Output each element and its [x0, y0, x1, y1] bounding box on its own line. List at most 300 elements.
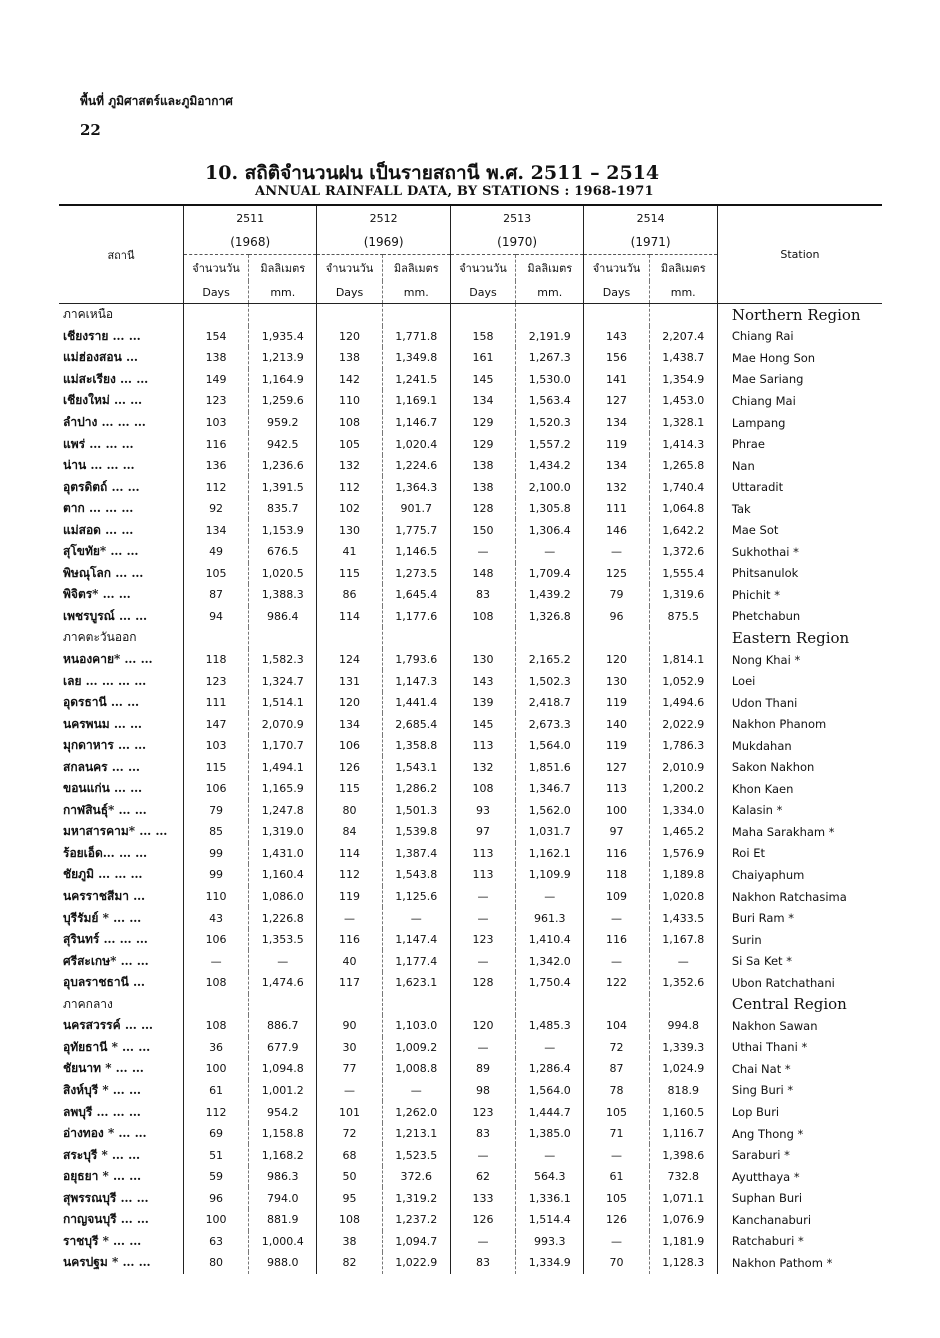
cell-mm-1968: 1,259.6 — [249, 390, 317, 412]
cell-days-1969: 90 — [317, 1015, 382, 1037]
cell-mm-1968: 677.9 — [249, 1037, 317, 1059]
table-row — [59, 950, 882, 972]
cell-mm-1968: 988.0 — [249, 1252, 317, 1274]
station-name-thai: สกลนคร … … — [63, 759, 140, 774]
table-row — [59, 886, 882, 908]
cell-days-1970: 120 — [450, 1015, 515, 1037]
cell-days-1971: 126 — [584, 1209, 649, 1231]
cell-days-1971: 140 — [584, 713, 649, 735]
cell-days-1969: 119 — [317, 886, 382, 908]
station-name-english: Saraburi * — [717, 1144, 882, 1166]
station-name-thai: นครปฐม * … … — [63, 1255, 151, 1270]
cell-mm-1969: 1,645.4 — [382, 584, 450, 606]
cell-days-1968: 111 — [183, 692, 248, 714]
cell-days-1969: 82 — [317, 1252, 382, 1274]
table-row — [59, 713, 882, 735]
station-name-english: Mukdahan — [717, 735, 882, 757]
table-title-thai: 10. สถิติจำนวนฝน เป็นรายสถานี พ.ศ. 2511 – 2514 — [205, 162, 660, 184]
cell-days-1968: 134 — [183, 519, 248, 541]
cell-mm-1969: 1,009.2 — [382, 1037, 450, 1059]
cell-days-1971: 111 — [584, 498, 649, 520]
cell-days-1970: 143 — [450, 670, 515, 692]
cell-mm-1970: 1,502.3 — [516, 670, 584, 692]
cell-days-1971 — [584, 304, 649, 326]
page-number: 22 — [80, 121, 101, 139]
cell-mm-1971: 2,010.9 — [649, 756, 717, 778]
cell-mm-1971: 875.5 — [649, 606, 717, 628]
cell-days-1968: 112 — [183, 1101, 248, 1123]
station-name-english: Suphan Buri — [717, 1187, 882, 1209]
cell-mm-1969: 1,793.6 — [382, 649, 450, 671]
station-name-thai: สุพรรณบุรี … … — [63, 1190, 149, 1205]
cell-days-1970: 161 — [450, 347, 515, 369]
table-row — [59, 1166, 882, 1188]
cell-days-1970: 83 — [450, 584, 515, 606]
cell-mm-1969: — — [382, 1080, 450, 1102]
cell-mm-1968: 1,000.4 — [249, 1231, 317, 1253]
table-row — [59, 347, 882, 369]
cell-days-1969: 142 — [317, 369, 382, 391]
days-thai-header: จำนวนวัน — [317, 255, 382, 282]
cell-mm-1969: 1,020.4 — [382, 433, 450, 455]
station-name-thai: แพร่ … … … — [63, 436, 134, 451]
cell-mm-1970: 1,564.0 — [516, 1080, 584, 1102]
cell-mm-1969: 1,286.2 — [382, 778, 450, 800]
table-row — [59, 369, 882, 391]
cell-mm-1968: 1,213.9 — [249, 347, 317, 369]
cell-days-1969: — — [317, 907, 382, 929]
cell-mm-1971: 1,372.6 — [649, 541, 717, 563]
cell-mm-1968: 835.7 — [249, 498, 317, 520]
cell-mm-1971: 1,189.8 — [649, 864, 717, 886]
table-row — [59, 1037, 882, 1059]
cell-days-1969: 41 — [317, 541, 382, 563]
cell-mm-1970: 1,750.4 — [516, 972, 584, 994]
cell-days-1969: 116 — [317, 929, 382, 951]
cell-days-1968: 108 — [183, 1015, 248, 1037]
cell-mm-1968: — — [249, 950, 317, 972]
cell-mm-1968: 1,165.9 — [249, 778, 317, 800]
cell-days-1969: 134 — [317, 713, 382, 735]
cell-days-1968: 123 — [183, 390, 248, 412]
cell-days-1970: 126 — [450, 1209, 515, 1231]
cell-days-1968: 36 — [183, 1037, 248, 1059]
cell-days-1969: 72 — [317, 1123, 382, 1145]
station-name-english: Chiang Rai — [717, 326, 882, 348]
year-be-2: 2512 — [317, 205, 450, 230]
year-be-4: 2514 — [584, 205, 717, 230]
cell-mm-1971: 1,740.4 — [649, 476, 717, 498]
cell-days-1970: 62 — [450, 1166, 515, 1188]
cell-days-1971: 61 — [584, 1166, 649, 1188]
table-row — [59, 563, 882, 585]
station-name-english: Udon Thani — [717, 692, 882, 714]
table-body — [59, 304, 882, 1274]
cell-days-1970: 123 — [450, 929, 515, 951]
station-name-thai: พิจิตร* … … — [63, 587, 131, 602]
station-name-thai: สิงห์บุรี * … … — [63, 1082, 141, 1097]
cell-mm-1971: 1,465.2 — [649, 821, 717, 843]
cell-mm-1968: 1,582.3 — [249, 649, 317, 671]
station-name-thai: บุรีรัมย์ * … … — [63, 910, 142, 925]
station-name-thai: ร้อยเอ็ด… … … — [63, 845, 148, 860]
table-row — [59, 843, 882, 865]
cell-days-1968: 85 — [183, 821, 248, 843]
station-name-thai: มุกดาหาร … … — [63, 738, 147, 753]
cell-mm-1968: 1,164.9 — [249, 369, 317, 391]
cell-days-1968: 43 — [183, 907, 248, 929]
cell-mm-1969: 1,364.3 — [382, 476, 450, 498]
station-name-thai: หนองคาย* … … — [63, 652, 153, 667]
cell-mm-1969: 1,224.6 — [382, 455, 450, 477]
cell-mm-1971: 1,576.9 — [649, 843, 717, 865]
station-english-header: Station — [717, 205, 882, 304]
station-name-english: Mae Sariang — [717, 369, 882, 391]
year-ce-1: (1968) — [183, 230, 316, 255]
cell-days-1970: 128 — [450, 972, 515, 994]
cell-days-1969: 112 — [317, 476, 382, 498]
cell-mm-1971: 1,494.6 — [649, 692, 717, 714]
cell-mm-1971: 1,064.8 — [649, 498, 717, 520]
cell-mm-1970: 961.3 — [516, 907, 584, 929]
cell-days-1969: 108 — [317, 412, 382, 434]
cell-mm-1970: 1,520.3 — [516, 412, 584, 434]
cell-mm-1969: 1,147.3 — [382, 670, 450, 692]
cell-mm-1969: 2,685.4 — [382, 713, 450, 735]
cell-days-1970 — [450, 304, 515, 326]
cell-days-1971: 143 — [584, 326, 649, 348]
table-row — [59, 541, 882, 563]
mm-thai-header: มิลลิเมตร — [382, 255, 450, 282]
cell-days-1970: 130 — [450, 649, 515, 671]
cell-days-1971: 132 — [584, 476, 649, 498]
cell-mm-1969: 1,771.8 — [382, 326, 450, 348]
cell-mm-1968: 954.2 — [249, 1101, 317, 1123]
cell-days-1970: 93 — [450, 800, 515, 822]
table-row — [59, 692, 882, 714]
cell-days-1969: 132 — [317, 455, 382, 477]
cell-mm-1969: 1,177.6 — [382, 606, 450, 628]
cell-days-1968: 92 — [183, 498, 248, 520]
station-name-thai: กาญจนบุรี … … — [63, 1212, 149, 1227]
station-name-english: Khon Kaen — [717, 778, 882, 800]
station-name-thai: อุบลราชธานี … — [63, 975, 145, 990]
cell-mm-1969: 1,623.1 — [382, 972, 450, 994]
cell-days-1971: 79 — [584, 584, 649, 606]
table-row — [59, 1187, 882, 1209]
cell-mm-1969: 1,441.4 — [382, 692, 450, 714]
station-name-english: Ayutthaya * — [717, 1166, 882, 1188]
cell-mm-1968: 886.7 — [249, 1015, 317, 1037]
cell-days-1969 — [317, 304, 382, 326]
days-english-header: Days — [317, 281, 382, 304]
cell-days-1971: 105 — [584, 1187, 649, 1209]
cell-mm-1970: 1,485.3 — [516, 1015, 584, 1037]
cell-days-1969: 114 — [317, 843, 382, 865]
cell-days-1971: 125 — [584, 563, 649, 585]
cell-days-1968: 106 — [183, 778, 248, 800]
cell-days-1971: 146 — [584, 519, 649, 541]
station-name-english: Tak — [717, 498, 882, 520]
region-name-thai: ภาคเหนือ — [59, 304, 183, 326]
cell-days-1971: 122 — [584, 972, 649, 994]
cell-days-1970: — — [450, 541, 515, 563]
station-name-thai: พิษณุโลก … … — [63, 565, 144, 580]
cell-mm-1970: 1,342.0 — [516, 950, 584, 972]
cell-mm-1970: 1,562.0 — [516, 800, 584, 822]
cell-days-1970: 138 — [450, 476, 515, 498]
cell-days-1970 — [450, 627, 515, 649]
cell-mm-1969: 1,147.4 — [382, 929, 450, 951]
cell-days-1970: — — [450, 1231, 515, 1253]
station-name-english: Nong Khai * — [717, 649, 882, 671]
station-name-english: Uttaradit — [717, 476, 882, 498]
cell-mm-1970: 2,191.9 — [516, 326, 584, 348]
cell-days-1968: 94 — [183, 606, 248, 628]
cell-days-1970: 158 — [450, 326, 515, 348]
cell-mm-1968: 1,391.5 — [249, 476, 317, 498]
cell-days-1970: 129 — [450, 433, 515, 455]
cell-mm-1970: 1,267.3 — [516, 347, 584, 369]
cell-days-1971: 118 — [584, 864, 649, 886]
cell-mm-1968: 1,170.7 — [249, 735, 317, 757]
cell-mm-1968: 1,168.2 — [249, 1144, 317, 1166]
station-name-thai: เลย … … … … — [63, 673, 147, 688]
station-name-english: Nakhon Pathom * — [717, 1252, 882, 1274]
mm-english-header: mm. — [382, 281, 450, 304]
cell-days-1970: 89 — [450, 1058, 515, 1080]
cell-days-1970: 108 — [450, 606, 515, 628]
cell-days-1969: 95 — [317, 1187, 382, 1209]
cell-mm-1968: 1,514.1 — [249, 692, 317, 714]
cell-mm-1971: 818.9 — [649, 1080, 717, 1102]
station-name-english: Uthai Thani * — [717, 1037, 882, 1059]
cell-mm-1970: 1,557.2 — [516, 433, 584, 455]
cell-days-1969: 30 — [317, 1037, 382, 1059]
cell-days-1968: 138 — [183, 347, 248, 369]
cell-mm-1971: 1,200.2 — [649, 778, 717, 800]
cell-mm-1970: 2,418.7 — [516, 692, 584, 714]
cell-mm-1969: 901.7 — [382, 498, 450, 520]
days-english-header: Days — [584, 281, 649, 304]
cell-mm-1971: 1,398.6 — [649, 1144, 717, 1166]
cell-days-1970: 83 — [450, 1252, 515, 1274]
mm-thai-header: มิลลิเมตร — [649, 255, 717, 282]
cell-mm-1968: 959.2 — [249, 412, 317, 434]
table-row — [59, 1123, 882, 1145]
cell-mm-1968: 1,001.2 — [249, 1080, 317, 1102]
station-name-thai: แม่สะเรียง … … — [63, 371, 149, 386]
table-row — [59, 1252, 882, 1274]
cell-days-1970: — — [450, 886, 515, 908]
cell-mm-1971: 1,020.8 — [649, 886, 717, 908]
cell-mm-1969: 1,523.5 — [382, 1144, 450, 1166]
station-name-thai: ชัยภูมิ … … … — [63, 867, 143, 882]
station-name-thai: นครราชสีมา … — [63, 889, 146, 904]
station-name-english: Kalasin * — [717, 800, 882, 822]
cell-days-1971: 134 — [584, 455, 649, 477]
cell-days-1969 — [317, 627, 382, 649]
cell-mm-1968: 2,070.9 — [249, 713, 317, 735]
station-name-thai: นครพนม … … — [63, 716, 143, 731]
cell-mm-1971: 1,076.9 — [649, 1209, 717, 1231]
station-name-english: Phitsanulok — [717, 563, 882, 585]
days-thai-header: จำนวนวัน — [183, 255, 248, 282]
table-row — [59, 584, 882, 606]
cell-mm-1971 — [649, 627, 717, 649]
station-name-thai: อ่างทอง * … … — [63, 1126, 147, 1141]
station-name-thai: เชียงใหม่ … … — [63, 393, 143, 408]
cell-mm-1971: 1,339.3 — [649, 1037, 717, 1059]
table-row — [59, 455, 882, 477]
cell-days-1968: 87 — [183, 584, 248, 606]
cell-days-1969: 50 — [317, 1166, 382, 1188]
cell-days-1969: 138 — [317, 347, 382, 369]
cell-mm-1968 — [249, 627, 317, 649]
cell-days-1968: 115 — [183, 756, 248, 778]
cell-days-1970: 145 — [450, 369, 515, 391]
cell-mm-1970: 2,100.0 — [516, 476, 584, 498]
cell-mm-1968: 1,236.6 — [249, 455, 317, 477]
cell-mm-1971: 1,071.1 — [649, 1187, 717, 1209]
station-name-english: Si Sa Ket * — [717, 950, 882, 972]
cell-mm-1970: 1,563.4 — [516, 390, 584, 412]
station-name-english: Surin — [717, 929, 882, 951]
cell-mm-1970: — — [516, 541, 584, 563]
cell-days-1971: 72 — [584, 1037, 649, 1059]
days-english-header: Days — [183, 281, 248, 304]
cell-mm-1968: 1,086.0 — [249, 886, 317, 908]
cell-days-1970: 113 — [450, 735, 515, 757]
cell-days-1970: 129 — [450, 412, 515, 434]
cell-mm-1968: 1,474.6 — [249, 972, 317, 994]
cell-mm-1968: 986.3 — [249, 1166, 317, 1188]
cell-mm-1968: 1,353.5 — [249, 929, 317, 951]
year-be-3: 2513 — [450, 205, 583, 230]
cell-days-1971: 127 — [584, 756, 649, 778]
cell-mm-1968: 1,494.1 — [249, 756, 317, 778]
cell-mm-1970: 2,165.2 — [516, 649, 584, 671]
cell-days-1969: 77 — [317, 1058, 382, 1080]
station-name-english: Lampang — [717, 412, 882, 434]
cell-days-1969: 86 — [317, 584, 382, 606]
cell-mm-1970: 1,564.0 — [516, 735, 584, 757]
cell-mm-1970: — — [516, 886, 584, 908]
mm-english-header: mm. — [249, 281, 317, 304]
cell-mm-1970: 993.3 — [516, 1231, 584, 1253]
cell-days-1969: — — [317, 1080, 382, 1102]
station-name-thai: สุรินทร์ … … … — [63, 932, 148, 947]
cell-mm-1969: — — [382, 907, 450, 929]
station-name-thai: ศรีสะเกษ* … … — [63, 953, 149, 968]
cell-mm-1970: 1,346.7 — [516, 778, 584, 800]
cell-days-1968: 79 — [183, 800, 248, 822]
cell-mm-1971: 1,786.3 — [649, 735, 717, 757]
cell-days-1968: 116 — [183, 433, 248, 455]
cell-mm-1971: 1,352.6 — [649, 972, 717, 994]
cell-mm-1970: 564.3 — [516, 1166, 584, 1188]
mm-thai-header: มิลลิเมตร — [249, 255, 317, 282]
year-ce-4: (1971) — [584, 230, 717, 255]
cell-mm-1970: 1,031.7 — [516, 821, 584, 843]
table-title-english: ANNUAL RAINFALL DATA, BY STATIONS : 1968-1971 — [255, 184, 654, 199]
cell-days-1969: 115 — [317, 778, 382, 800]
region-row — [59, 304, 882, 326]
station-name-thai: อุดรธานี … … — [63, 695, 140, 710]
cell-days-1971: 141 — [584, 369, 649, 391]
cell-days-1968: 123 — [183, 670, 248, 692]
cell-days-1970: 108 — [450, 778, 515, 800]
cell-days-1971: 96 — [584, 606, 649, 628]
table-row — [59, 735, 882, 757]
cell-mm-1970: 1,530.0 — [516, 369, 584, 391]
cell-mm-1970: 1,709.4 — [516, 563, 584, 585]
cell-days-1970: — — [450, 1037, 515, 1059]
station-name-english: Kanchanaburi — [717, 1209, 882, 1231]
station-name-english: Loei — [717, 670, 882, 692]
station-name-english: Phetchabun — [717, 606, 882, 628]
table-row — [59, 476, 882, 498]
cell-mm-1970: 1,109.9 — [516, 864, 584, 886]
cell-days-1968: 59 — [183, 1166, 248, 1188]
cell-mm-1970: — — [516, 1037, 584, 1059]
table-row — [59, 498, 882, 520]
station-name-thai: ลำปาง … … … — [63, 415, 146, 429]
region-name-english: Central Region — [717, 994, 882, 1016]
days-thai-header: จำนวนวัน — [450, 255, 515, 282]
cell-days-1970: — — [450, 907, 515, 929]
cell-days-1971: 87 — [584, 1058, 649, 1080]
cell-days-1969: 130 — [317, 519, 382, 541]
cell-days-1971: 119 — [584, 433, 649, 455]
cell-days-1968: 103 — [183, 412, 248, 434]
cell-mm-1971: 994.8 — [649, 1015, 717, 1037]
cell-days-1969: 124 — [317, 649, 382, 671]
cell-mm-1970: 1,305.8 — [516, 498, 584, 520]
cell-days-1971: 105 — [584, 1101, 649, 1123]
cell-days-1970: 145 — [450, 713, 515, 735]
cell-mm-1970: 1,851.6 — [516, 756, 584, 778]
cell-mm-1971: 1,024.9 — [649, 1058, 717, 1080]
station-name-english: Nakhon Sawan — [717, 1015, 882, 1037]
cell-days-1968 — [183, 994, 248, 1016]
cell-mm-1969: 1,241.5 — [382, 369, 450, 391]
cell-days-1970: 128 — [450, 498, 515, 520]
cell-mm-1971: 1,160.5 — [649, 1101, 717, 1123]
cell-mm-1969: 1,103.0 — [382, 1015, 450, 1037]
cell-mm-1969: 1,539.8 — [382, 821, 450, 843]
station-name-english: Nakhon Ratchasima — [717, 886, 882, 908]
region-name-thai: ภาคกลาง — [63, 996, 113, 1011]
cell-mm-1969: 1,177.4 — [382, 950, 450, 972]
station-name-thai: เพชรบูรณ์ … … — [63, 608, 148, 623]
cell-mm-1969: 1,319.2 — [382, 1187, 450, 1209]
cell-mm-1971: 1,265.8 — [649, 455, 717, 477]
station-name-thai: ลพบุรี … … … — [63, 1104, 141, 1119]
table-row — [59, 778, 882, 800]
cell-days-1971: 109 — [584, 886, 649, 908]
cell-mm-1969: 1,262.0 — [382, 1101, 450, 1123]
cell-days-1968: 147 — [183, 713, 248, 735]
cell-days-1971: 116 — [584, 843, 649, 865]
cell-days-1968 — [183, 627, 248, 649]
cell-days-1968: 154 — [183, 326, 248, 348]
cell-mm-1971 — [649, 994, 717, 1016]
cell-days-1968: 112 — [183, 476, 248, 498]
cell-mm-1968: 1,431.0 — [249, 843, 317, 865]
cell-days-1969: 84 — [317, 821, 382, 843]
station-name-thai: นครสวรรค์ … … — [63, 1018, 154, 1033]
